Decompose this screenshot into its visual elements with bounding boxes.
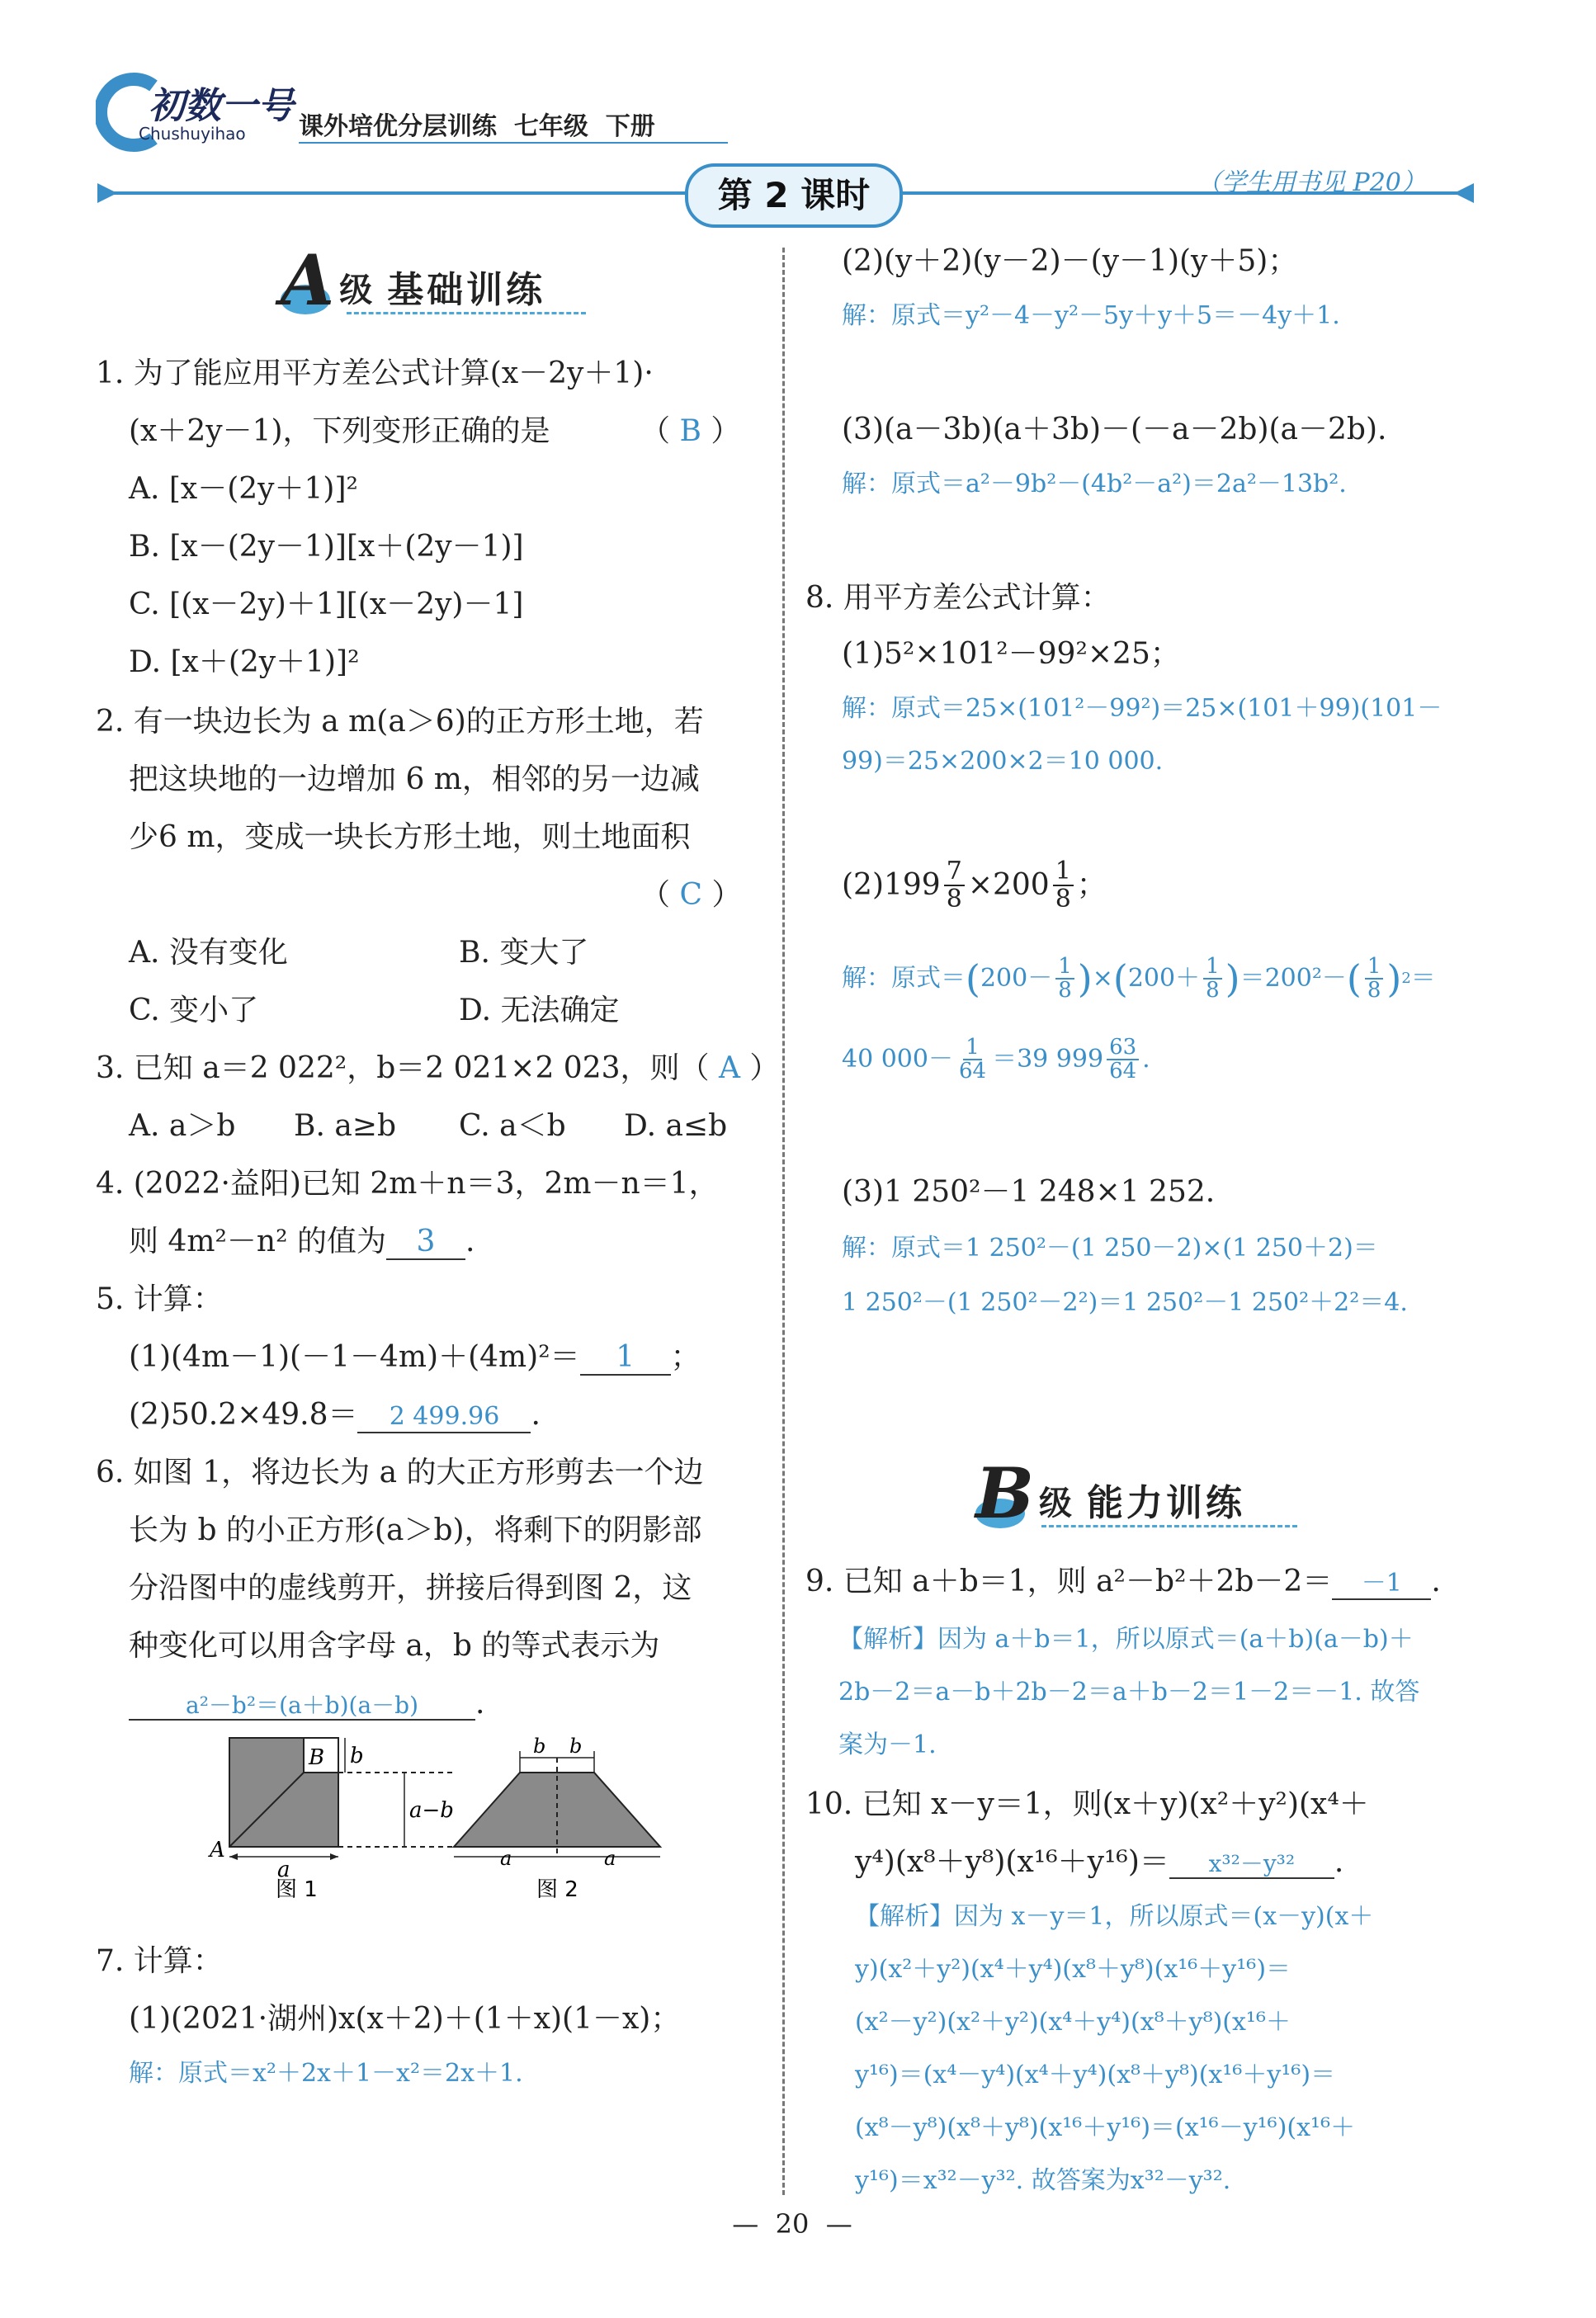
q1-option-d: D. [x＋(2y＋1)]²	[129, 645, 360, 679]
page-number: — 20 —	[732, 2208, 852, 2240]
right-arrow-icon	[1454, 183, 1474, 203]
q1-option-a: A. [x－(2y＋1)]²	[129, 472, 358, 506]
q8-solution1-line2: 99)＝25×200×2＝10 000.	[842, 747, 1164, 776]
q6-line1: 6. 如图 1，将边长为 a 的大正方形剪去一个边	[96, 1456, 704, 1489]
q2-line2: 把这块地的一边增加 6 m，相邻的另一边减	[129, 762, 700, 796]
q2-option-a: A. 没有变化	[129, 936, 288, 970]
q8-part1: (1)5²×101²－99²×25；	[842, 637, 1180, 671]
q2-option-b: B. 变大了	[459, 936, 589, 970]
q3-line1: 3. 已知 a＝2 022²，b＝2 021×2 023，则（ A ）	[96, 1051, 780, 1085]
fig1-label-a: a	[277, 1858, 290, 1882]
fig2-label-a-right: a	[604, 1847, 616, 1870]
q3-option-c: C. a＜b	[459, 1109, 566, 1143]
q8-solution2-line2: 40 000－ $\frac{1}{64}$ ＝39 999 $\frac{63}{64}$ .	[842, 1035, 1150, 1084]
fig1-label-b: b	[350, 1744, 364, 1768]
q2-option-c: C. 变小了	[129, 994, 259, 1027]
q8-solution3-line2: 1 250²－(1 250²－2²)＝1 250²－1 250²＋2²＝4.	[842, 1288, 1408, 1317]
fig1-label-a-b: a−b	[409, 1798, 454, 1823]
q10-line1: 10. 已知 x－y＝1，则(x＋y)(x²＋y²)(x⁴＋	[805, 1787, 1369, 1821]
q7-solution1: 解：原式＝x²＋2x＋1－x²＝2x＋1.	[129, 2059, 523, 2088]
section-a-underline	[347, 312, 586, 314]
fig2-label-a-left: a	[500, 1847, 512, 1870]
student-book-ref: （学生用书见 P20）	[1197, 168, 1426, 197]
q6-line4: 种变化可以用含字母 a，b 的等式表示为	[129, 1629, 660, 1663]
q7-part2: (2)(y＋2)(y－2)－(y－1)(y＋5)；	[842, 244, 1298, 278]
fig2-caption: 图 2	[536, 1877, 578, 1898]
q8-line1: 8. 用平方差公式计算：	[805, 581, 1111, 615]
section-a-badge: A 级 基础训练	[281, 239, 546, 321]
column-divider	[782, 248, 785, 2195]
q7-line1: 7. 计算：	[96, 1944, 223, 1978]
fig2-label-b-right: b	[569, 1735, 583, 1758]
q5-line1: 5. 计算：	[96, 1282, 223, 1316]
q2-answer-bracket: （ C ）	[640, 878, 742, 912]
left-arrow-icon	[97, 183, 117, 203]
q7-part1: (1)(2021·湖州)x(x＋2)＋(1＋x)(1－x)；	[129, 2002, 681, 2036]
q7-part3: (3)(a－3b)(a＋3b)－(－a－2b)(a－2b).	[842, 413, 1387, 446]
q1-line1: 1. 为了能应用平方差公式计算(x－2y＋1)·	[96, 356, 654, 390]
section-b-underline	[1041, 1525, 1297, 1527]
q1-option-c: C. [(x－2y)＋1][(x－2y)－1]	[129, 588, 524, 621]
header-underline	[299, 142, 728, 144]
fig2-label-b-left: b	[533, 1735, 546, 1758]
q4-line2: 则 4m²－n² 的值为 3 .	[129, 1225, 475, 1260]
q10-line2: y⁴)(x⁸＋y⁸)(x¹⁶＋y¹⁶)＝ x³²－y³² .	[855, 1845, 1344, 1879]
q10-explain-line1: 【解析】因为 x－y＝1，所以原式＝(x－y)(x＋	[855, 1902, 1374, 1931]
lesson-title: 第 2 课时	[685, 163, 903, 228]
logo-main: 初数一号	[149, 85, 294, 127]
q6-line3: 分沿图中的虚线剪开，拼接后得到图 2，这	[129, 1571, 692, 1605]
header	[83, 66, 1485, 157]
q7-solution2: 解：原式＝y²－4－y²－5y＋y＋5＝－4y＋1.	[842, 301, 1340, 330]
q10-explain-line6: y¹⁶)＝x³²－y³². 故答案为x³²－y³².	[855, 2166, 1231, 2195]
q8-solution3-line1: 解：原式＝1 250²－(1 250－2)×(1 250＋2)＝	[842, 1234, 1378, 1263]
q1-option-b: B. [x－(2y－1)][x＋(2y－1)]	[129, 530, 524, 564]
q10-explain-line3: (x²－y²)(x²＋y²)(x⁴＋y⁴)(x⁸＋y⁸)(x¹⁶＋	[855, 2008, 1291, 2037]
figure-1	[206, 1733, 685, 1898]
q9-explain-line1: 【解析】因为 a＋b＝1，所以原式＝(a＋b)(a－b)＋	[838, 1625, 1414, 1654]
q8-part2: (2)199 $\frac{7}{8}$ ×200 $\frac{1}{8}$ ；	[842, 857, 1107, 914]
q10-explain-line5: (x⁸－y⁸)(x⁸＋y⁸)(x¹⁶＋y¹⁶)＝(x¹⁶－y¹⁶)(x¹⁶＋	[855, 2113, 1356, 2142]
fig1-label-B: B	[309, 1745, 325, 1770]
q9-explain-line2: 2b－2＝a－b＋2b－2＝a＋b－2＝1－2＝－1. 故答	[838, 1678, 1420, 1707]
q8-part3: (3)1 250²－1 248×1 252.	[842, 1175, 1216, 1209]
q1-line2: (x＋2y－1)，下列变形正确的是	[129, 414, 550, 448]
q1-answer-bracket: （ B ）	[640, 414, 741, 448]
q10-explain-line2: y)(x²＋y²)(x⁴＋y⁴)(x⁸＋y⁸)(x¹⁶＋y¹⁶)＝	[855, 1955, 1291, 1984]
fig2-trapezoid	[454, 1773, 660, 1847]
q7-solution3: 解：原式＝a²－9b²－(4b²－a²)＝2a²－13b².	[842, 470, 1347, 498]
q5-part2: (2)50.2×49.8＝ 2 499.96 .	[129, 1398, 541, 1432]
q3-option-b: B. a≥b	[294, 1109, 397, 1143]
q3-option-d: D. a≤b	[624, 1109, 728, 1143]
q6-answer: a²－b²＝(a＋b)(a－b) .	[129, 1687, 484, 1721]
q8-solution1-line1: 解：原式＝25×(101²－99²)＝25×(101＋99)(101－	[842, 694, 1443, 723]
q9-explain-line3: 案为－1.	[838, 1730, 937, 1759]
section-b-badge: B 级 能力训练	[975, 1452, 1245, 1534]
series-title: 课外培优分层训练 七年级 下册	[299, 112, 655, 141]
q3-option-a: A. a＞b	[129, 1109, 236, 1143]
q4-line1: 4. (2022·益阳)已知 2m＋n＝3，2m－n＝1，	[96, 1167, 719, 1201]
q5-part1: (1)(4m－1)(－1－4m)＋(4m)²＝ 1 ；	[129, 1340, 701, 1376]
q2-line1: 2. 有一块边长为 a m(a＞6)的正方形土地，若	[96, 705, 704, 739]
q6-line2: 长为 b 的小正方形(a＞b)，将剩下的阴影部	[129, 1513, 702, 1547]
fig1-label-A: A	[210, 1838, 225, 1862]
q8-solution2-line1: 解：原式＝ ( 200－ $\frac{1}{8}$ ) × ( 200＋ $\frac{1}{8}$ ) ＝200²－ ( $\frac{1}{8}$ ) 2 ＝	[842, 954, 1436, 1003]
q2-option-d: D. 无法确定	[459, 994, 620, 1027]
q9-line1: 9. 已知 a＋b＝1，则 a²－b²＋2b－2＝ －1 .	[805, 1565, 1441, 1598]
fig1-caption: 图 1	[276, 1877, 318, 1898]
logo-sub: Chushuyihao	[139, 124, 246, 144]
q10-explain-line4: y¹⁶)＝(x⁴－y⁴)(x⁴＋y⁴)(x⁸＋y⁸)(x¹⁶＋y¹⁶)＝	[855, 2061, 1336, 2089]
q2-line3: 少6 m，变成一块长方形土地，则土地面积	[129, 820, 691, 854]
